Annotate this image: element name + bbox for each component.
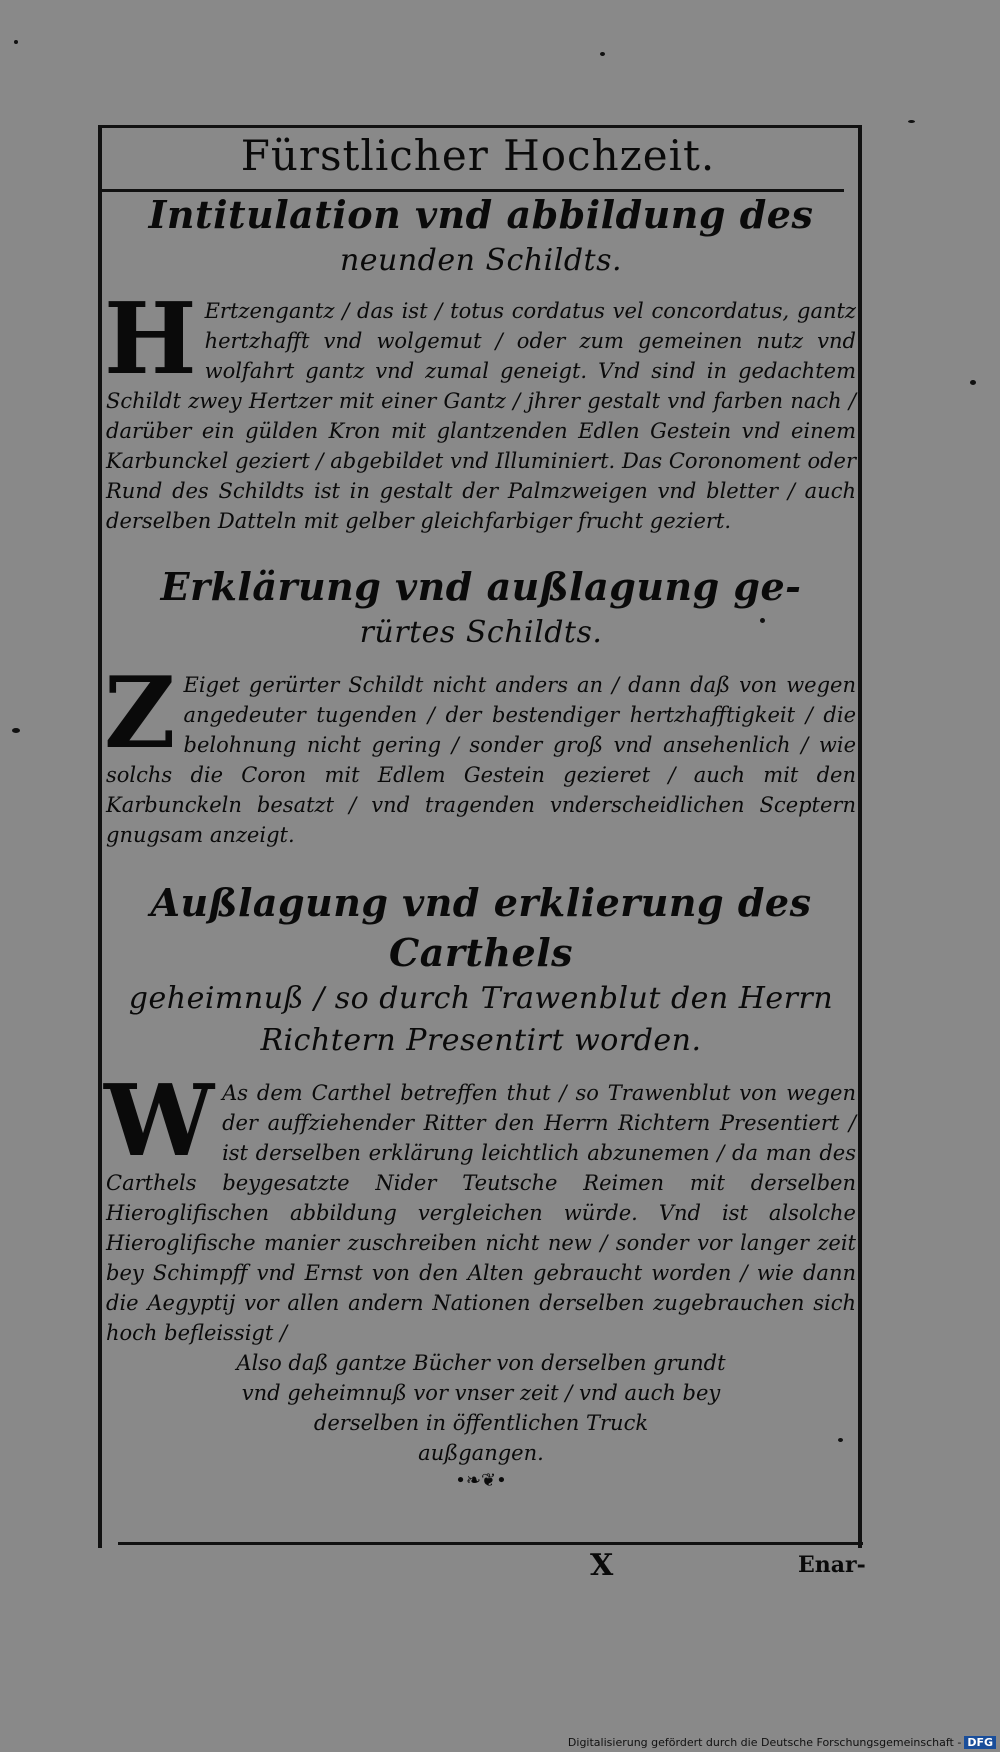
section-title (104, 878, 858, 1062)
section-intitulation (104, 190, 858, 536)
footer-text: Digitalisierung gefördert durch die Deutsche Forschungsgemeinschaft - (567, 1736, 962, 1749)
drop-cap: Z (104, 656, 176, 771)
drop-cap: W (104, 1064, 215, 1179)
section-carthel (104, 878, 858, 1492)
fleuron-ornament-icon: •❧❦• (455, 1470, 507, 1491)
section-title (104, 190, 858, 282)
section-erklaerung (104, 562, 858, 850)
drop-cap: H (104, 282, 197, 397)
paragraph-text: Ertzengantz / das ist / totus cordatus vel concordatus, gantz hertzhafft vnd wolgemut / oder zum gemeinen nutz vnd wolfahrt gantz vnd zumal geneigt. Vnd sind in gedachtem Schildt zwey Hertzer mit einer Gantz / jhrer gestalt vnd farben nach / darüber ein gülden Kron mit glantzenden Edlen Gestein vnd einem Karbunckel geziert / abgebildet vnd Illuminiert. Das Coronoment oder Rund des Schildts ist in gestalt der Palmzweigen vnd bletter / auch derselben Datteln mit gelber gleichfarbiger frucht geziert. (106, 299, 856, 533)
paragraph-ending: Also daß gantze Bücher von derselben grundt vnd geheimnuß vor vnser zeit / vnd auch bey derselben in öffentlichen Truck (236, 1351, 726, 1435)
catchword: Enar- (798, 1552, 866, 1578)
section-title-text: Außlagung vnd erklierung des Carthels (150, 880, 812, 975)
section-paragraph (104, 282, 858, 536)
print-speck (12, 728, 20, 733)
paragraph-text: Eiget gerürter Schildt nicht anders an / dann daß von wegen angedeuter tugenden / der bestendiger hertzhafftigkeit / die belohnung nicht gering / sonder groß vnd ansehenlich / wie solchs die Coron mit Edlem Gestein gezieret / auch mit den Karbunckeln besatzt / vnd tragenden vnderscheidlichen Sceptern gnugsam anzeigt. (106, 673, 856, 847)
paragraph-ending-final: außgangen. (418, 1441, 544, 1465)
print-speck (14, 40, 18, 44)
bottom-rule (118, 1542, 863, 1545)
dfg-logo-icon: DFG (964, 1736, 996, 1749)
section-title (104, 562, 858, 654)
print-speck (600, 52, 605, 56)
print-speck (760, 618, 765, 623)
print-speck (838, 1438, 843, 1442)
signature-mark: X (590, 1548, 614, 1583)
print-speck (908, 120, 915, 123)
print-speck (970, 380, 976, 385)
paragraph-text: As dem Carthel betreffen thut / so Trawenblut von wegen der auffziehender Ritter den Herrn Richtern Presentiert / ist derselben erklärung leichtlich abzunemen / da man des Carthels beygesatzte Nider Teutsche Reimen mit derselben Hieroglifischen abbildung vergleichen würde. Vnd ist alsolche Hieroglifische manier zuschreiben nicht new / sonder vor langer zeit bey Schimpff vnd Ernst von den Alten gebraucht worden / wie dann die Aegyptij vor allen andern Nationen derselben zugebrauchen sich hoch befleissigt / (106, 1081, 856, 1345)
running-head: Fürstlicher Hochzeit. (240, 131, 716, 180)
section-paragraph (104, 656, 858, 850)
section-title-text: Intitulation vnd abbildung des (148, 192, 814, 237)
section-title-text: Erklärung vnd außlagung ge- (160, 564, 802, 609)
digitization-footer (568, 1736, 996, 1749)
page-content (104, 190, 858, 1492)
section-subtitle: geheimnuß / so durch Trawenblut den Herrn Richtern Presentirt worden. (128, 981, 834, 1058)
section-subtitle: rürtes Schildts. (359, 615, 603, 650)
section-paragraph (104, 1064, 858, 1348)
section-subtitle: neunden Schildts. (339, 243, 623, 278)
